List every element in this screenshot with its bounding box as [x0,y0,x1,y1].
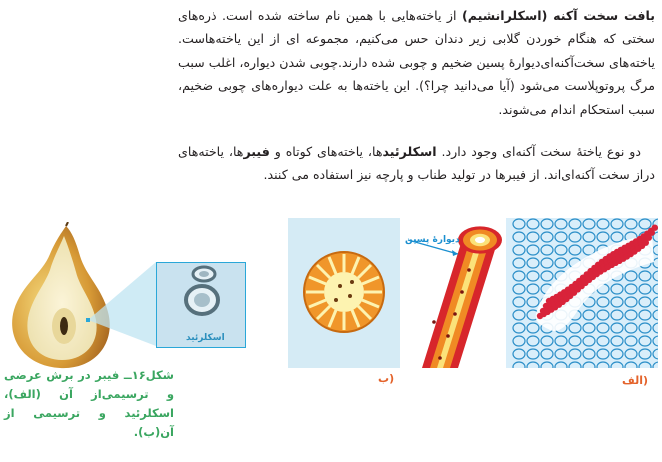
label-alef: الف) [622,374,649,387]
paragraph2-part2: ها، یاخته‌های کوتاه و [269,144,383,159]
secondary-wall-label: دیوارۀ پسین [405,235,460,245]
paragraph1-text: از یاخته‌هایی با همین نام ساخته شده است. ذره‌های سختی که هنگام خوردن گلابی زیر دندان حس می‌کنیم، مجموعه ای از این یاخته‌هاست. یاخته‌های سخت‌آکنه‌ای‌دیوارۀ پسین ضخیم و چوبی شده دارند.چوبی شدن دیواره، اغلب سبب مرگ پروتوپلاست می‌شود (آیا می‌دانید چرا؟). این یاخته‌ها به علت دیواره‌های چوبی ضخیم، سبب استحکام اندام می‌شوند. [178,8,655,117]
fiber-micrograph [506,218,658,368]
paragraph2-part1: دو نوع یاختۀ سخت آکنه‌ای وجود دارد. [436,144,641,159]
paragraph-cell-types [178,140,655,187]
term-fiber: فیبر [243,144,270,159]
fiber-cell [652,225,658,231]
figure-caption: شکل۱۶ــ فیبر در برش عرضی و ترسیمی‌از آن (الف)، اسکلرئید و ترسیمی از آن(ب). [4,368,174,439]
label-b: ب) [378,372,395,385]
paragraph-sclerenchyma [178,4,655,121]
zoom-connector [86,262,158,346]
paragraph2-part3: ها، یاخته‌های دراز سخت آکنه‌ای‌اند. از فیبرها در تولید طناب و پارچه نیز استفاده می کنند. [178,144,655,183]
heading-sclerenchyma: بافت سخت آکنه (اسکلرانشیم) [461,8,656,23]
term-sclereid: اسکلرئید [382,144,437,159]
sclereid-label: اسکلرئید [186,333,225,343]
sclereid-drawing [288,218,400,368]
